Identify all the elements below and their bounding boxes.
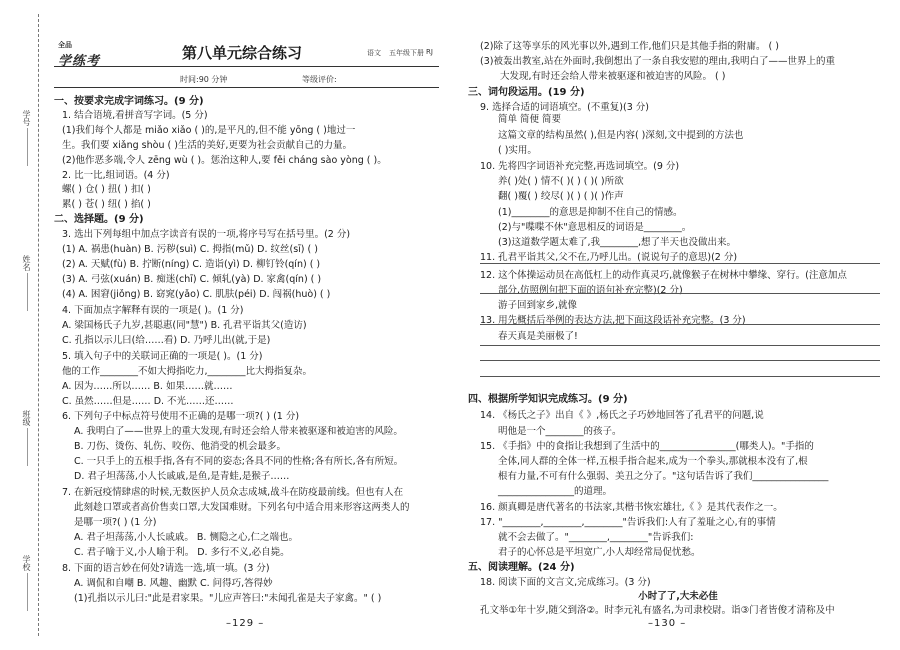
answer-line[interactable] (480, 262, 880, 264)
text-line: 5. 填入句子中的关联词正确的一项是( )。(1 分) (62, 351, 263, 362)
gutter-label-school: 学校 (22, 555, 34, 611)
text-line: (1)________的意思是抑制不住自己的情感。 (498, 207, 683, 218)
section-heading: 五、阅读理解。(24 分) (468, 562, 575, 573)
header-subject: 语文 (367, 49, 381, 57)
text-line: 游子回到家乡,就像 (498, 300, 578, 311)
text-line: 就不会去做了。"________,________"告诉我们: (498, 532, 694, 543)
text-line: (2) A. 天赋(fù) B. 拧断(níng) C. 造诣(yì) D. 柳钉铃(qín) ( ) (62, 259, 321, 270)
text-line: 孔文举①年十岁,随父到洛②。时李元礼有盛名,为司隶校尉。诣③门者皆俊才清称及中 (480, 605, 835, 616)
text-line: (1)孔指以示儿曰:"此是君家果。"儿应声答曰:"未闻孔雀是夫子家禽。" ( ) (74, 593, 382, 604)
text-line: 1. 结合语境,看拼音写字词。(5 分) (62, 110, 208, 121)
text-line: C. 虽然……但是…… D. 不光……还…… (62, 396, 234, 407)
text-line: 10. 先将四字词语补充完整,再选词填空。(9 分) (480, 161, 680, 172)
text-line: 7. 在新冠疫情肆虐的时候,无数医护人员众志成城,战斗在防疫最前线。但也有人在 (62, 487, 404, 498)
section-heading: 四、根据所学知识完成练习。(9 分) (468, 394, 628, 405)
text-line: 春天真是美丽极了! (498, 331, 578, 342)
text-line: 3. 选出下列每组中加点字读音有误的一项,将序号写在括号里。(2 分) (62, 229, 351, 240)
text-line: (3) A. 弓弦(xuán) B. 痴迷(chī) C. 倾轧(yà) D. 家禽(qín) ( ) (62, 274, 322, 285)
text-line: 8. 下面的语言妙在何处?请选一选,填一填。(3 分) (62, 563, 270, 574)
text-line: 翻( )覆( ) 绞尽( )( ) ( )( )作声 (498, 191, 624, 202)
text-line: (4) A. 困窘(jiǒng) B. 窈窕(yǎo) C. 肌肤(péi) D. 闯祸(huò) ( ) (62, 289, 331, 300)
text-line: D. 君子坦荡荡,小人长戚戚,是鱼,是青蛙,是猴子…… (74, 471, 290, 482)
text-line: 4. 下面加点字解释有误的一项是( )。(1 分) (62, 305, 244, 316)
text-line: (2)与"喋喋不休"意思相反的词语是________。 (498, 222, 692, 233)
text-line: 这篇文章的结构虽然( ),但是内容( )深刻,文中提到的方法也 (498, 130, 744, 141)
text-line: (3)被轰出教室,站在外面时,我倒想出了一条自我安慰的理由,我明白了——世界上的重 (480, 56, 836, 67)
text-line: 16. 颜真卿是唐代著名的书法家,其楷书恢宏雄壮,《 》是其代表作之一。 (480, 502, 783, 513)
text-line: ________________的道理。 (498, 486, 613, 497)
grade-label: 等级评价: (302, 75, 337, 84)
page-number: –130 – (648, 618, 687, 629)
text-line: A. 调侃和自嘲 B. 风趣、幽默 C. 问得巧,答得妙 (74, 578, 273, 589)
text-line: 他的工作________不如大拇指吃力,________比大拇指复杂。 (62, 366, 313, 377)
text-line: 12. 这个体操运动员在高低杠上的动作真灵巧,就像猴子在树林中攀缘、穿行。(注意加点 (480, 270, 847, 281)
header-rule (54, 66, 439, 67)
header-edition: RJ (426, 48, 433, 56)
time-limit: 时间:90 分钟 (180, 75, 228, 84)
text-line: 11. 孔君平诣其父,父不在,乃呼儿出。(说说句子的意思)(2 分) (480, 252, 738, 263)
text-line: (3)这道数学题太难了,我________,想了半天也没做出来。 (498, 237, 736, 248)
text-line: 养( )处( ) 情不( )( ) ( )( )所欲 (498, 176, 624, 187)
answer-line[interactable] (480, 323, 880, 325)
text-line: C. 君子喻于义,小人喻于利。 D. 多行不义,必自毙。 (74, 547, 290, 558)
text-line: (1) A. 祸患(huàn) B. 污秽(suì) C. 拇指(mǔ) D. 纹丝(sī) ( ) (62, 244, 318, 255)
text-line: 部分,仿照例句把下面的语句补充完整)(2 分) (498, 285, 683, 296)
text-line: 13. 用先概括后举例的表达方法,把下面这段话补充完整。(3 分) (480, 315, 746, 326)
text-line: A. 梁国杨氏子九岁,甚聪惠(同"慧") B. 孔君平诣其父(造访) (62, 320, 307, 331)
text-line: 6. 下列句子中标点符号使用不正确的是哪一项?( ) (1 分) (62, 411, 300, 422)
text-line: 明他是一个________的孩子。 (498, 426, 622, 437)
answer-line[interactable] (480, 292, 880, 294)
text-line: (1)我们每个人都是 miǎo xiǎo ( )的,是平凡的,但不能 yōng ( )地过一 (62, 125, 356, 136)
gutter-label-class: 班级 (22, 410, 34, 466)
section-heading: 二、选择题。(9 分) (54, 214, 144, 225)
cut-line (38, 14, 39, 636)
text-line: 14. 《杨氏之子》出自《 》,杨氏之子巧妙地回答了孔君平的问题,说 (480, 410, 764, 421)
gutter-label-name: 姓名 (22, 255, 34, 311)
text-line: 生。我们要 xiǎng shòu ( )生活的美好,更要为社会贡献自己的力量。 (62, 140, 352, 151)
header-rule-2 (54, 87, 439, 88)
text-line: B. 刀伤、烫伤、轧伤、咬伤、他消受的机会最多。 (74, 441, 287, 452)
text-line: A. 我明白了——世界上的重大发现,有时还会给人带来被驱逐和被迫害的风险。 (74, 426, 403, 437)
text-line: 简单 简便 简要 (498, 114, 562, 125)
text-line: A. 因为……所以…… B. 如果……就…… (62, 381, 233, 392)
header-grade: 五年级下册 (389, 49, 424, 57)
text-line: A. 君子坦荡荡,小人长戚戚。 B. 恻隐之心,仁之端也。 (74, 532, 298, 543)
text-line: 9. 选择合适的词语填空。(不重复)(3 分) (480, 102, 649, 113)
text-line: 全体,同人群的全体一样,五根手指合起来,成为一个拳头,那就根本没有了,根 (498, 456, 808, 467)
text-line: (2)他作恶多端,令人 zēng wù ( )。惩治这种人,要 fěi cháng sào yòng ( )。 (62, 155, 387, 166)
page-title: 第八单元综合练习 (182, 44, 303, 62)
text-line: ( )实用。 (498, 145, 537, 156)
text-line: 15. 《手指》中的食指让我想到了生活中的________________(哪类人)。"手指的 (480, 441, 814, 452)
text-line: 小时了了,大未必佳 (638, 591, 718, 602)
publisher-logo: 全品 学练考 (58, 41, 101, 69)
answer-line[interactable] (480, 359, 880, 361)
section-heading: 一、按要求完成字词练习。(9 分) (54, 96, 204, 107)
page-number: –129 – (226, 618, 265, 629)
text-line: C. 一只手上的五根手指,各有不同的姿态;各具不同的性格;各有所长,各有所短。 (74, 456, 404, 467)
gutter-label-student-id: 学号 (22, 110, 34, 166)
text-line: 君子的心怀总是平坦宽广,小人却经常局促忧愁。 (498, 547, 701, 558)
text-line: 17. "________,________,________"告诉我们:人有了羞耻之心,有的事情 (480, 517, 776, 528)
binding-gutter (0, 0, 48, 650)
text-line: 2. 比一比,组词语。(4 分) (62, 170, 170, 181)
answer-line[interactable] (480, 344, 880, 346)
text-line: 根有力量,不可有什么强弱、美丑之分了。"这句话告诉了我们________________ (498, 471, 829, 482)
text-line: 此刻趁口罩或者高价售卖口罩,大发国难财。下列名句中适合用来形容这两类人的 (74, 502, 410, 513)
text-line: (2)除了这等享乐的风光事以外,遇到工作,他们只是其他手指的附庸。 ( ) (480, 41, 779, 52)
text-line: 螺( ) 仓( ) 扭( ) 扣( ) (62, 184, 151, 195)
text-line: 18. 阅读下面的文言文,完成练习。(3 分) (480, 577, 651, 588)
answer-line[interactable] (480, 375, 880, 377)
text-line: 是哪一项?( ) (1 分) (74, 517, 157, 528)
text-line: 大发现,有时还会给人带来被驱逐和被迫害的风险。 ( ) (500, 71, 726, 82)
text-line: C. 孔指以示儿曰(给……看) D. 乃呼儿出(就,于是) (62, 335, 271, 346)
section-heading: 三、词句段运用。(19 分) (468, 87, 585, 98)
text-line: 累( ) 苍( ) 纽( ) 掐( ) (62, 199, 151, 210)
